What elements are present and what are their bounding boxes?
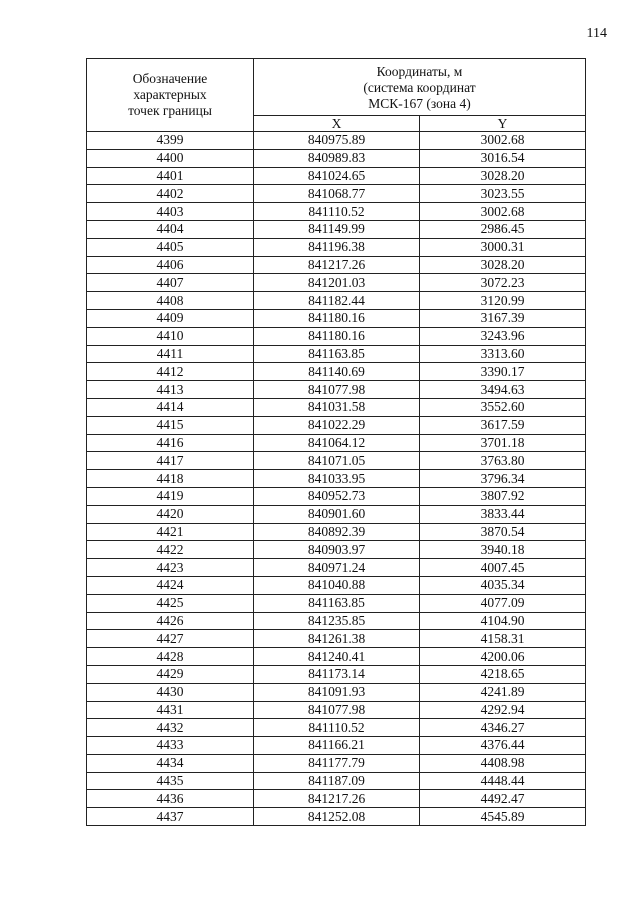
table-row: [87, 132, 586, 150]
y-coordinate-cell: 4007.45: [420, 559, 586, 577]
y-coordinate-cell: 3243.96: [420, 327, 586, 345]
x-coordinate-cell: 841031.58: [254, 398, 420, 416]
table-row: [87, 309, 586, 327]
y-coordinate-cell: 3494.63: [420, 381, 586, 399]
table-row: [87, 167, 586, 185]
y-coordinate-cell: 3002.68: [420, 132, 586, 150]
y-coordinate-cell: 4035.34: [420, 576, 586, 594]
header-point-designation: [87, 59, 254, 132]
table-row: [87, 559, 586, 577]
x-coordinate-cell: 841022.29: [254, 416, 420, 434]
table-row: [87, 292, 586, 310]
x-coordinate-cell: 841163.85: [254, 594, 420, 612]
point-number-cell: 4414: [87, 398, 254, 416]
y-coordinate-cell: 4218.65: [420, 665, 586, 683]
table-row: [87, 434, 586, 452]
y-coordinate-cell: 4241.89: [420, 683, 586, 701]
y-coordinate-cell: 4492.47: [420, 790, 586, 808]
table-body: [87, 132, 586, 826]
y-coordinate-cell: 4292.94: [420, 701, 586, 719]
y-coordinate-cell: 4346.27: [420, 719, 586, 737]
y-coordinate-cell: 4104.90: [420, 612, 586, 630]
header-y: Y: [420, 116, 586, 132]
y-coordinate-cell: 3016.54: [420, 149, 586, 167]
table-row: [87, 381, 586, 399]
y-coordinate-cell: 2986.45: [420, 220, 586, 238]
page-number: 114: [586, 26, 607, 41]
point-number-cell: 4426: [87, 612, 254, 630]
y-coordinate-cell: 3028.20: [420, 167, 586, 185]
x-coordinate-cell: 841235.85: [254, 612, 420, 630]
x-coordinate-cell: 841201.03: [254, 274, 420, 292]
point-number-cell: 4419: [87, 487, 254, 505]
y-coordinate-cell: 3796.34: [420, 470, 586, 488]
point-number-cell: 4417: [87, 452, 254, 470]
table-row: [87, 701, 586, 719]
x-coordinate-cell: 841217.26: [254, 790, 420, 808]
point-number-cell: 4412: [87, 363, 254, 381]
x-coordinate-cell: 841064.12: [254, 434, 420, 452]
point-number-cell: 4425: [87, 594, 254, 612]
y-coordinate-cell: 3807.92: [420, 487, 586, 505]
point-number-cell: 4418: [87, 470, 254, 488]
point-number-cell: 4408: [87, 292, 254, 310]
y-coordinate-cell: 3701.18: [420, 434, 586, 452]
y-coordinate-cell: 3870.54: [420, 523, 586, 541]
y-coordinate-cell: 3617.59: [420, 416, 586, 434]
y-coordinate-cell: 4408.98: [420, 754, 586, 772]
header-coords-line: МСК-167 (зона 4): [368, 96, 471, 111]
y-coordinate-cell: 3000.31: [420, 238, 586, 256]
x-coordinate-cell: 841173.14: [254, 665, 420, 683]
table-row: [87, 238, 586, 256]
x-coordinate-cell: 841187.09: [254, 772, 420, 790]
point-number-cell: 4430: [87, 683, 254, 701]
table-row: [87, 665, 586, 683]
point-number-cell: 4424: [87, 576, 254, 594]
y-coordinate-cell: 3390.17: [420, 363, 586, 381]
table-row: [87, 256, 586, 274]
x-coordinate-cell: 841140.69: [254, 363, 420, 381]
table-row: [87, 149, 586, 167]
table-row: [87, 185, 586, 203]
coordinates-table: [86, 58, 586, 826]
table-row: [87, 594, 586, 612]
header-coords-line: (система координат: [363, 80, 476, 95]
y-coordinate-cell: 3072.23: [420, 274, 586, 292]
x-coordinate-cell: 840975.89: [254, 132, 420, 150]
table-row: [87, 754, 586, 772]
point-number-cell: 4416: [87, 434, 254, 452]
point-number-cell: 4405: [87, 238, 254, 256]
point-number-cell: 4428: [87, 648, 254, 666]
x-coordinate-cell: 841110.52: [254, 719, 420, 737]
x-coordinate-cell: 841196.38: [254, 238, 420, 256]
x-coordinate-cell: 841240.41: [254, 648, 420, 666]
y-coordinate-cell: 3002.68: [420, 203, 586, 221]
point-number-cell: 4420: [87, 505, 254, 523]
point-number-cell: 4400: [87, 149, 254, 167]
x-coordinate-cell: 841180.16: [254, 309, 420, 327]
x-coordinate-cell: 840892.39: [254, 523, 420, 541]
x-coordinate-cell: 841163.85: [254, 345, 420, 363]
point-number-cell: 4401: [87, 167, 254, 185]
point-number-cell: 4435: [87, 772, 254, 790]
y-coordinate-cell: 4545.89: [420, 808, 586, 826]
x-coordinate-cell: 841033.95: [254, 470, 420, 488]
point-number-cell: 4422: [87, 541, 254, 559]
x-coordinate-cell: 841182.44: [254, 292, 420, 310]
table-row: [87, 630, 586, 648]
table-row: [87, 790, 586, 808]
y-coordinate-cell: 3552.60: [420, 398, 586, 416]
header-point-line: точек границы: [128, 103, 212, 118]
table-row: [87, 576, 586, 594]
point-number-cell: 4413: [87, 381, 254, 399]
table-row: [87, 274, 586, 292]
x-coordinate-cell: 841180.16: [254, 327, 420, 345]
point-number-cell: 4421: [87, 523, 254, 541]
table-header: [87, 59, 586, 132]
y-coordinate-cell: 4376.44: [420, 737, 586, 755]
table-row: [87, 719, 586, 737]
table-row: [87, 452, 586, 470]
x-coordinate-cell: 841040.88: [254, 576, 420, 594]
y-coordinate-cell: 3167.39: [420, 309, 586, 327]
point-number-cell: 4403: [87, 203, 254, 221]
y-coordinate-cell: 4448.44: [420, 772, 586, 790]
x-coordinate-cell: 841261.38: [254, 630, 420, 648]
table-row: [87, 541, 586, 559]
header-coords-line: Координаты, м: [376, 64, 463, 79]
point-number-cell: 4433: [87, 737, 254, 755]
x-coordinate-cell: 841252.08: [254, 808, 420, 826]
x-coordinate-cell: 840903.97: [254, 541, 420, 559]
x-coordinate-cell: 841068.77: [254, 185, 420, 203]
x-coordinate-cell: 841071.05: [254, 452, 420, 470]
y-coordinate-cell: 3028.20: [420, 256, 586, 274]
y-coordinate-cell: 4158.31: [420, 630, 586, 648]
point-number-cell: 4423: [87, 559, 254, 577]
point-number-cell: 4429: [87, 665, 254, 683]
x-coordinate-cell: 841077.98: [254, 381, 420, 399]
x-coordinate-cell: 840989.83: [254, 149, 420, 167]
point-number-cell: 4411: [87, 345, 254, 363]
table-row: [87, 363, 586, 381]
point-number-cell: 4409: [87, 309, 254, 327]
y-coordinate-cell: 4200.06: [420, 648, 586, 666]
header-point-line: Обозначение: [132, 71, 208, 86]
y-coordinate-cell: 3763.80: [420, 452, 586, 470]
y-coordinate-cell: 3120.99: [420, 292, 586, 310]
table-row: [87, 345, 586, 363]
point-number-cell: 4431: [87, 701, 254, 719]
header-x: X: [254, 116, 420, 132]
x-coordinate-cell: 841091.93: [254, 683, 420, 701]
point-number-cell: 4399: [87, 132, 254, 150]
table-row: [87, 416, 586, 434]
x-coordinate-cell: 840971.24: [254, 559, 420, 577]
y-coordinate-cell: 3940.18: [420, 541, 586, 559]
table-row: [87, 327, 586, 345]
x-coordinate-cell: 841024.65: [254, 167, 420, 185]
x-coordinate-cell: 840952.73: [254, 487, 420, 505]
point-number-cell: 4404: [87, 220, 254, 238]
x-coordinate-cell: 841177.79: [254, 754, 420, 772]
table-row: [87, 772, 586, 790]
table-row: [87, 203, 586, 221]
point-number-cell: 4427: [87, 630, 254, 648]
table-row: [87, 398, 586, 416]
x-coordinate-cell: 841110.52: [254, 203, 420, 221]
table-row: [87, 648, 586, 666]
point-number-cell: 4402: [87, 185, 254, 203]
table-row: [87, 470, 586, 488]
point-number-cell: 4415: [87, 416, 254, 434]
x-coordinate-cell: 841217.26: [254, 256, 420, 274]
y-coordinate-cell: 3313.60: [420, 345, 586, 363]
y-coordinate-cell: 3833.44: [420, 505, 586, 523]
header-point-line: характерных: [133, 87, 207, 102]
point-number-cell: 4437: [87, 808, 254, 826]
y-coordinate-cell: 3023.55: [420, 185, 586, 203]
table-row: [87, 505, 586, 523]
table-row: [87, 612, 586, 630]
point-number-cell: 4432: [87, 719, 254, 737]
point-number-cell: 4410: [87, 327, 254, 345]
point-number-cell: 4434: [87, 754, 254, 772]
table-row: [87, 523, 586, 541]
point-number-cell: 4406: [87, 256, 254, 274]
point-number-cell: 4407: [87, 274, 254, 292]
table-row: [87, 683, 586, 701]
x-coordinate-cell: 841149.99: [254, 220, 420, 238]
table-row: [87, 808, 586, 826]
table-row: [87, 220, 586, 238]
y-coordinate-cell: 4077.09: [420, 594, 586, 612]
table-row: [87, 737, 586, 755]
table-row: [87, 487, 586, 505]
x-coordinate-cell: 840901.60: [254, 505, 420, 523]
point-number-cell: 4436: [87, 790, 254, 808]
header-coordinates: [254, 59, 586, 116]
x-coordinate-cell: 841166.21: [254, 737, 420, 755]
x-coordinate-cell: 841077.98: [254, 701, 420, 719]
